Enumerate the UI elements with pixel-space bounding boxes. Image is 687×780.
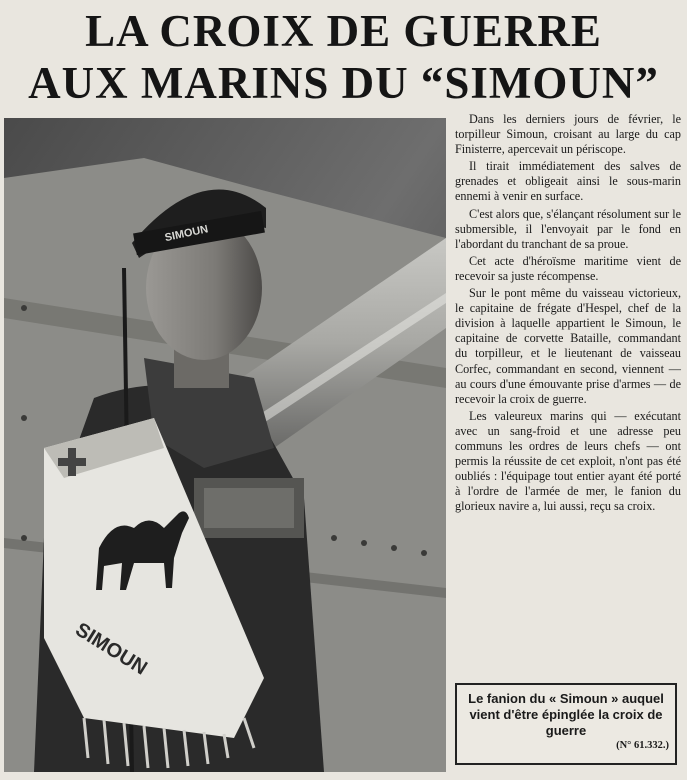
article-paragraph: Dans les derniers jours de février, le torpilleur Simoun, croisant au large du cap Finisterre, apercevait un périscope. bbox=[455, 112, 681, 157]
pennant-text: SIMOUN bbox=[71, 618, 151, 680]
article-paragraph: Cet acte d'héroïsme maritime vient de recevoir sa juste récompense. bbox=[455, 253, 681, 283]
photo-caption bbox=[455, 683, 677, 765]
caption-reference: (N° 61.332.) bbox=[616, 740, 669, 751]
article-paragraph: Il tirait immédiatement des salves de grenades et obligeait ainsi le sous-marin ennemi à venir en surface. bbox=[455, 159, 681, 204]
caption-text: Le fanion du « Simoun » auquel vient d'être épinglée la croix de guerre bbox=[468, 691, 664, 738]
headline-line-1: LA CROIX DE GUERRE bbox=[85, 6, 602, 56]
headline-line-2: AUX MARINS DU “SIMOUN” bbox=[28, 58, 659, 108]
article-paragraph: C'est alors que, s'élançant résolument sur le submersible, il l'envoyait par le fond en l'abordant du tranchant de sa proue. bbox=[455, 206, 681, 251]
sailor-photo bbox=[4, 118, 446, 772]
article-paragraph: Sur le pont même du vaisseau victorieux, le capitaine de frégate d'Hespel, chef de la division à laquelle appartient le Simoun, le capitaine de corvette Bataille, commandant du torpilleur, et le lieutenant de vaisseau Corfec, commandant en second, viennent — au cours d'une émouvante prise d'armes — de recevoir la croix de guerre. bbox=[455, 286, 681, 406]
headline bbox=[0, 6, 687, 108]
article-paragraph: Les valeureux marins qui — exécutant avec un sang-froid et une adresse peu communs les ordres de leurs chefs — ont permis la réussite de cet exploit, n'ont pas été oubliés : l'équipage tout entier ayant été porté à l'ordre de l'armée de mer, le fanion du glorieux navire a, lui aussi, reçu sa croix. bbox=[455, 408, 681, 514]
cap-ribbon-text: SIMOUN bbox=[163, 223, 210, 245]
article-body bbox=[455, 112, 681, 516]
